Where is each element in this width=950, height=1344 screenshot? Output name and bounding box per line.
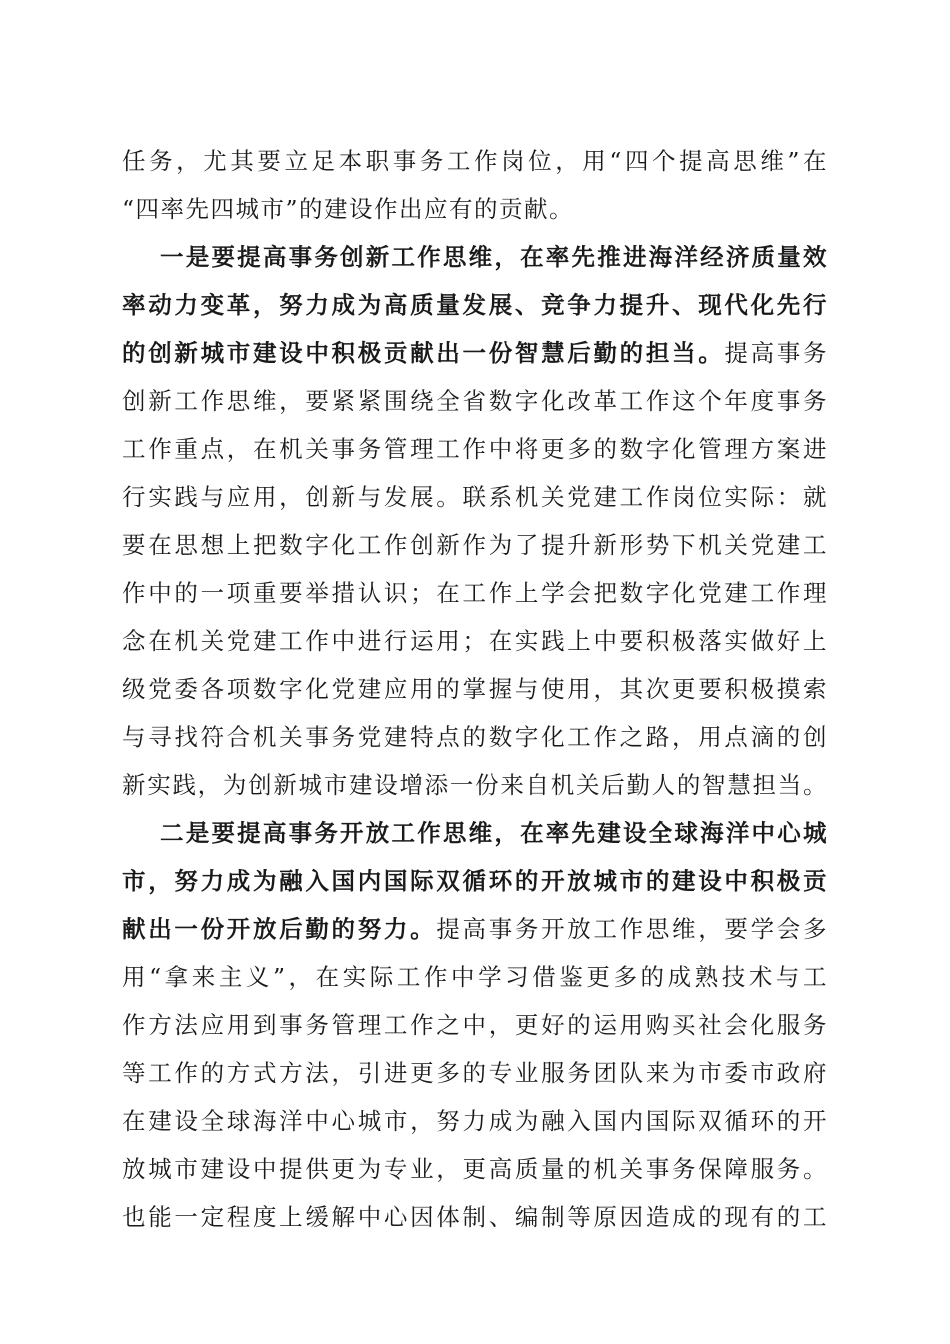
text-line-heading: 率动力变革，努力成为高质量发展、竞争力提升、现代化先行 — [122, 291, 828, 319]
text-line: “四率先四城市”的建设作出应有的贡献。 — [122, 195, 575, 223]
text-line — [122, 329, 828, 377]
body-start: 提高事务 — [724, 339, 829, 367]
text-line: 用“拿来主义”，在实际工作中学习借鉴更多的成熟技术与工 — [122, 963, 828, 991]
text-line — [122, 905, 828, 953]
heading-tail: 的创新城市建设中积极贡献出一份智慧后勤的担当。 — [122, 339, 725, 367]
text-line: 作中的一项重要举措认识；在工作上学会把数字化党建工作理 — [122, 579, 828, 607]
text-line: 要在思想上把数字化工作创新作为了提升新形势下机关党建工 — [122, 531, 828, 559]
body-start: 提高事务开放工作思维，要学会多 — [436, 915, 829, 943]
text-line: 在建设全球海洋中心城市，努力成为融入国内国际双循环的开 — [122, 1107, 828, 1135]
text-line: 级党委各项数字化党建应用的掌握与使用，其次更要积极摸索 — [122, 675, 828, 703]
text-line: 作方法应用到事务管理工作之中，更好的运用购买社会化服务 — [122, 1011, 828, 1039]
text-line: 也能一定程度上缓解中心因体制、编制等原因造成的现有的工 — [122, 1203, 828, 1231]
text-line-heading: 市，努力成为融入国内国际双循环的开放城市的建设中积极贡 — [122, 867, 828, 895]
text-line: 任务，尤其要立足本职事务工作岗位，用“四个提高思维”在 — [122, 147, 828, 175]
text-line: 等工作的方式方法，引进更多的专业服务团队来为市委市政府 — [122, 1059, 828, 1087]
text-line: 创新工作思维，要紧紧围绕全省数字化改革工作这个年度事务 — [122, 387, 828, 415]
text-line: 念在机关党建工作中进行运用；在实践上中要积极落实做好上 — [122, 627, 828, 655]
text-line: 放城市建设中提供更为专业，更高质量的机关事务保障服务。 — [122, 1155, 828, 1183]
text-line: 新实践，为创新城市建设增添一份来自机关后勤人的智慧担当。 — [122, 771, 828, 799]
text-line-heading: 一是要提高事务创新工作思维，在率先推进海洋经济质量效 — [160, 243, 828, 271]
heading-tail: 献出一份开放后勤的努力。 — [122, 915, 437, 943]
text-line-heading: 二是要提高事务开放工作思维，在率先建设全球海洋中心城 — [160, 819, 828, 847]
text-line: 行实践与应用，创新与发展。联系机关党建工作岗位实际：就 — [122, 483, 828, 511]
text-line: 工作重点，在机关事务管理工作中将更多的数字化管理方案进 — [122, 435, 828, 463]
text-line: 与寻找符合机关事务党建特点的数字化工作之路，用点滴的创 — [122, 723, 828, 751]
